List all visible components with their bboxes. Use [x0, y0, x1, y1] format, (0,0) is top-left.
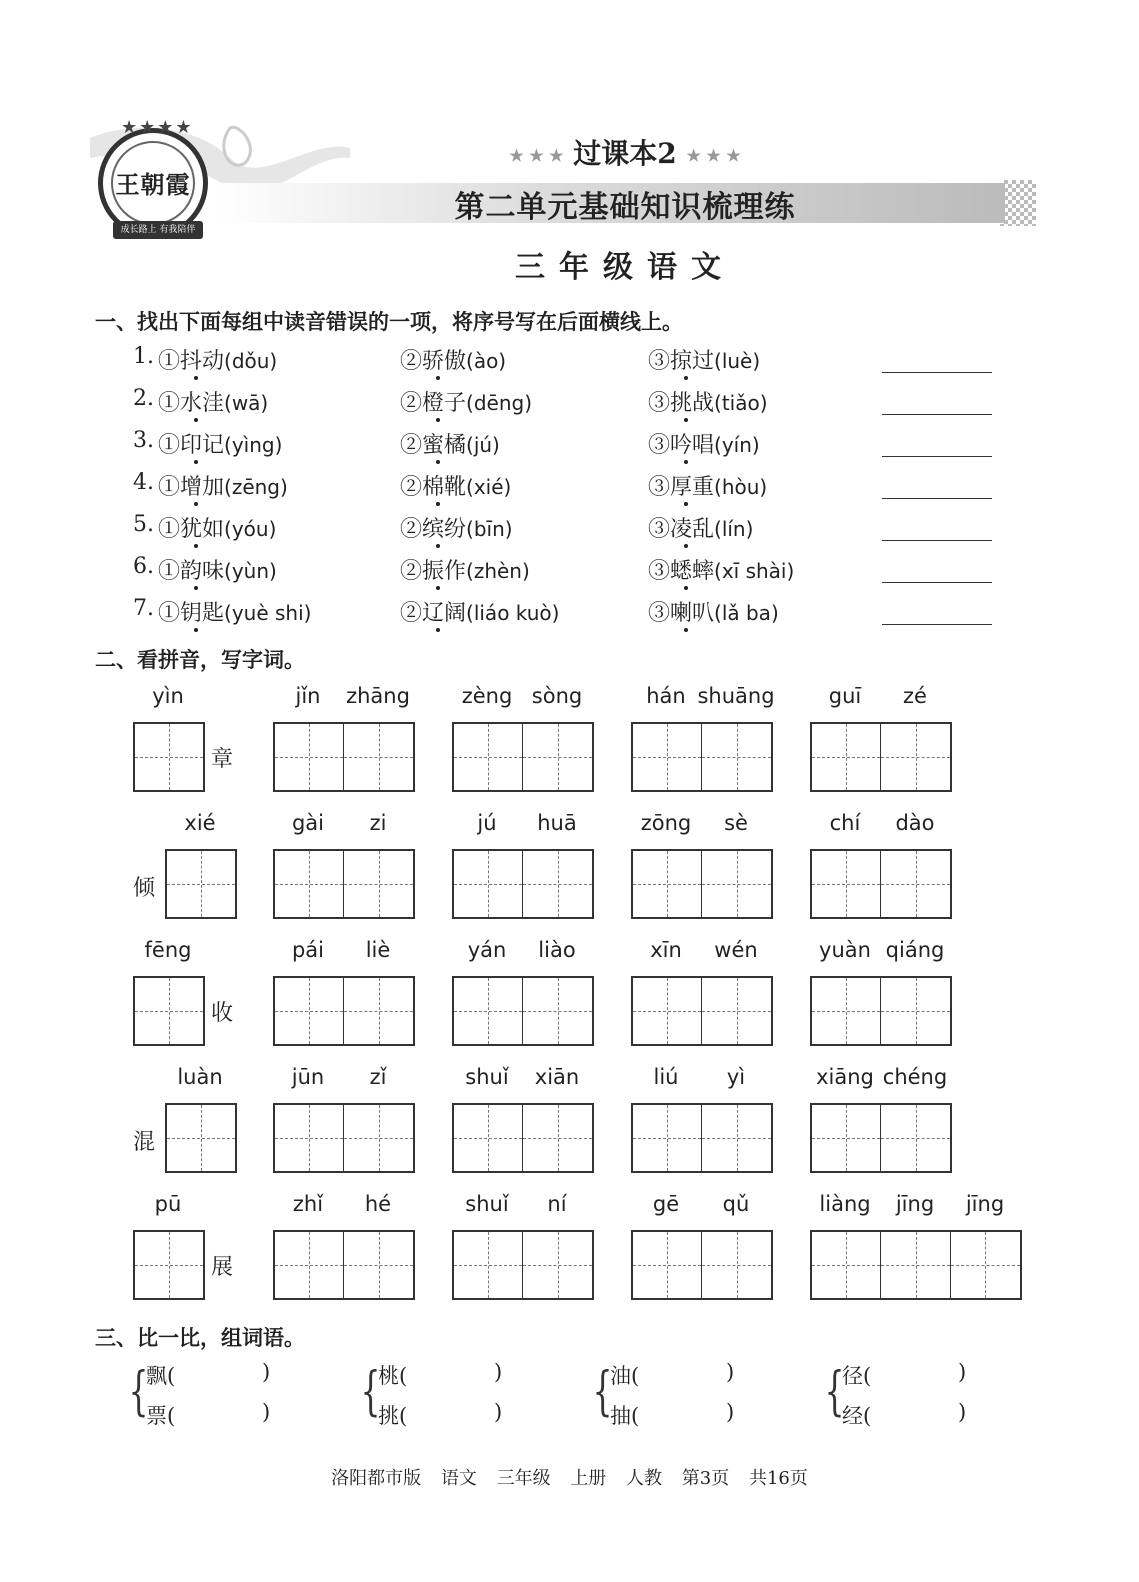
option-pinyin: (zēng) — [224, 475, 288, 499]
answer-field[interactable] — [192, 1360, 258, 1388]
writing-cell[interactable] — [951, 1232, 1020, 1298]
pinyin-label: qiáng — [885, 938, 945, 962]
writing-cell[interactable] — [454, 724, 523, 790]
writing-cell[interactable] — [812, 978, 881, 1044]
option-word: ②橙子 — [400, 391, 467, 416]
fixed-character: 章 — [211, 747, 234, 772]
writing-grid — [133, 722, 205, 792]
option-word: ①增加 — [158, 475, 225, 500]
writing-grid — [133, 976, 205, 1046]
writing-cell[interactable] — [454, 1232, 523, 1298]
writing-grid — [810, 1230, 1022, 1300]
option-pinyin: (jú) — [466, 433, 500, 457]
writing-grid — [810, 722, 952, 792]
option-pinyin: (dǒu) — [224, 349, 278, 373]
writing-cell[interactable] — [702, 978, 771, 1044]
writing-cell[interactable] — [881, 978, 950, 1044]
option-word: ③挑战 — [648, 391, 715, 416]
writing-grid — [273, 976, 415, 1046]
writing-cell[interactable] — [633, 1105, 702, 1171]
answer-field[interactable] — [192, 1400, 258, 1428]
close-paren: ) — [726, 1400, 735, 1424]
option-word: ②缤纷 — [400, 517, 467, 542]
answer-field[interactable] — [424, 1360, 490, 1388]
pinyin-label: sòng — [531, 684, 583, 708]
writing-cell[interactable] — [633, 978, 702, 1044]
pinyin-label: pái — [291, 938, 325, 962]
pinyin-label: xié — [184, 811, 216, 835]
option-word: ①犹如 — [158, 517, 225, 542]
option-a — [158, 596, 311, 626]
pinyin-label: liè — [365, 938, 391, 962]
section3-heading: 三、比一比，组词语。 — [95, 1326, 305, 1350]
option-word: ①印记 — [158, 433, 225, 458]
pinyin-label: shuǐ — [465, 1192, 509, 1216]
writing-cell[interactable] — [344, 1105, 413, 1171]
writing-cell[interactable] — [812, 1232, 881, 1298]
answer-field[interactable] — [656, 1400, 722, 1428]
pinyin-label: yìn — [152, 684, 184, 708]
option-pinyin: (liáo kuò) — [466, 601, 560, 625]
close-paren: ) — [262, 1360, 271, 1384]
section2-heading: 二、看拼音，写字词。 — [95, 648, 305, 672]
pinyin-label: zi — [369, 811, 387, 835]
option-word: ③厚重 — [648, 475, 715, 500]
writing-grid — [165, 849, 237, 919]
writing-cell[interactable] — [275, 724, 344, 790]
close-paren: ) — [958, 1400, 967, 1424]
option-c — [648, 386, 768, 416]
option-word: ③蟋蟀 — [648, 559, 715, 584]
writing-grid — [452, 849, 594, 919]
option-pinyin: (yùn) — [224, 559, 277, 583]
option-word: ③吟唱 — [648, 433, 715, 458]
page-subtitle: 三年级语文 — [515, 250, 735, 285]
option-pinyin: (luè) — [714, 349, 761, 373]
banner-checker-decoration — [1000, 180, 1036, 226]
pinyin-label: hán — [646, 684, 686, 708]
writing-grid — [631, 1230, 773, 1300]
pinyin-label: shuǐ — [465, 1065, 509, 1089]
option-word: ②骄傲 — [400, 349, 467, 374]
writing-cell[interactable] — [344, 978, 413, 1044]
writing-grid — [452, 1230, 594, 1300]
footer-total: 共16页 — [748, 1468, 808, 1489]
option-a — [158, 554, 277, 584]
option-pinyin: (hòu) — [714, 475, 768, 499]
writing-grid — [273, 1103, 415, 1173]
writing-grid — [273, 722, 415, 792]
option-word: ①抖动 — [158, 349, 225, 374]
compare-top: 径( — [842, 1364, 872, 1388]
option-pinyin: (yìng) — [224, 433, 283, 457]
writing-cell[interactable] — [633, 1232, 702, 1298]
writing-cell[interactable] — [812, 1105, 881, 1171]
writing-grid — [631, 849, 773, 919]
option-word: ③喇叭 — [648, 601, 715, 626]
compare-top: 桃( — [378, 1364, 408, 1388]
question-number: 6. — [133, 554, 154, 579]
question-number: 4. — [133, 470, 154, 495]
answer-blank[interactable] — [882, 556, 992, 583]
option-pinyin: (ào) — [466, 349, 507, 373]
answer-blank[interactable] — [882, 430, 992, 457]
pinyin-label: zèng — [461, 684, 513, 708]
option-word: ③掠过 — [648, 349, 715, 374]
option-b — [400, 554, 530, 584]
writing-cell[interactable] — [633, 851, 702, 917]
pinyin-label: zǐ — [369, 1065, 387, 1089]
pinyin-label: wén — [714, 938, 758, 962]
option-c — [648, 470, 767, 500]
emphasis-dot — [436, 418, 440, 422]
emphasis-dot — [684, 460, 688, 464]
writing-grid — [631, 722, 773, 792]
pinyin-label: sè — [724, 811, 748, 835]
writing-cell[interactable] — [135, 1232, 203, 1298]
pinyin-label: jūn — [291, 1065, 325, 1089]
emphasis-dot — [194, 586, 198, 590]
answer-blank[interactable] — [882, 388, 992, 415]
option-word: ①钥匙 — [158, 601, 225, 626]
pinyin-label: gē — [652, 1192, 680, 1216]
writing-cell[interactable] — [523, 978, 592, 1044]
writing-cell[interactable] — [135, 724, 203, 790]
pinyin-label: jīng — [895, 1192, 935, 1216]
option-word: ②棉靴 — [400, 475, 467, 500]
writing-grid — [273, 849, 415, 919]
pinyin-label: zhǐ — [292, 1192, 324, 1216]
series-label — [500, 132, 750, 172]
question-number: 5. — [133, 512, 154, 537]
writing-grid — [165, 1103, 237, 1173]
pinyin-label: qǔ — [722, 1192, 750, 1216]
fixed-character: 倾 — [133, 876, 156, 901]
pinyin-label: gài — [291, 811, 325, 835]
writing-cell[interactable] — [881, 851, 950, 917]
brace-icon: { — [592, 1362, 613, 1422]
writing-grid — [631, 1103, 773, 1173]
fixed-character: 收 — [211, 1001, 234, 1026]
brace-icon: { — [360, 1362, 381, 1422]
option-pinyin: (lǎ ba) — [714, 601, 779, 625]
writing-cell[interactable] — [881, 724, 950, 790]
pinyin-label: huā — [537, 811, 577, 835]
footer-grade: 三年级 — [496, 1468, 551, 1489]
option-pinyin: (xī shài) — [714, 559, 795, 583]
footer-volume: 上册 — [570, 1468, 607, 1489]
emphasis-dot — [436, 586, 440, 590]
pinyin-label: pū — [154, 1192, 182, 1216]
option-word: ①韵味 — [158, 559, 225, 584]
writing-grid — [810, 1103, 952, 1173]
option-c — [648, 512, 753, 542]
pinyin-label: liào — [538, 938, 576, 962]
answer-field[interactable] — [424, 1400, 490, 1428]
writing-cell[interactable] — [275, 1105, 344, 1171]
option-pinyin: (yóu) — [224, 517, 277, 541]
writing-cell[interactable] — [454, 851, 523, 917]
writing-cell[interactable] — [812, 724, 881, 790]
option-pinyin: (wā) — [224, 391, 269, 415]
pinyin-label: guī — [828, 684, 862, 708]
writing-cell[interactable] — [275, 851, 344, 917]
writing-cell[interactable] — [523, 724, 592, 790]
writing-cell[interactable] — [881, 1232, 950, 1298]
option-b — [400, 596, 559, 626]
answer-blank[interactable] — [882, 472, 992, 499]
pinyin-label: liú — [653, 1065, 679, 1089]
series-name: 过课本2 — [573, 137, 677, 170]
compare-bottom: 票( — [146, 1404, 176, 1428]
pinyin-label: zhāng — [346, 684, 410, 708]
emphasis-dot — [194, 628, 198, 632]
option-pinyin: (zhèn) — [466, 559, 530, 583]
option-c — [648, 596, 779, 626]
pinyin-label: fēng — [144, 938, 192, 962]
compare-top: 油( — [610, 1364, 640, 1388]
writing-grid — [810, 976, 952, 1046]
brand-name: 王朝霞 — [115, 170, 191, 199]
star-icon: ★ ★ ★ — [509, 146, 564, 165]
emphasis-dot — [194, 418, 198, 422]
footer-publisher: 人教 — [626, 1468, 663, 1489]
logo-stars-icon: ★★★★ — [121, 117, 194, 138]
emphasis-dot — [436, 460, 440, 464]
compare-bottom: 抽( — [610, 1404, 640, 1428]
writing-grid — [452, 1103, 594, 1173]
emphasis-dot — [194, 460, 198, 464]
option-a — [158, 344, 277, 374]
compare-bottom: 经( — [842, 1404, 872, 1428]
writing-cell[interactable] — [454, 978, 523, 1044]
writing-cell[interactable] — [344, 851, 413, 917]
emphasis-dot — [436, 502, 440, 506]
pinyin-label: dào — [895, 811, 935, 835]
pinyin-label: chéng — [882, 1065, 948, 1089]
pinyin-label: yuàn — [819, 938, 871, 962]
option-word: ①水洼 — [158, 391, 225, 416]
footer-page: 第3页 — [681, 1468, 730, 1489]
writing-cell[interactable] — [454, 1105, 523, 1171]
pinyin-label: luàn — [177, 1065, 223, 1089]
writing-grid — [810, 849, 952, 919]
emphasis-dot — [684, 502, 688, 506]
writing-cell[interactable] — [812, 851, 881, 917]
pinyin-label: zé — [903, 684, 927, 708]
close-paren: ) — [494, 1400, 503, 1424]
emphasis-dot — [436, 628, 440, 632]
writing-cell[interactable] — [702, 851, 771, 917]
pinyin-label: hé — [364, 1192, 392, 1216]
footer-subject: 语文 — [440, 1468, 477, 1489]
brace-icon: { — [128, 1362, 149, 1422]
close-paren: ) — [494, 1360, 503, 1384]
option-b — [400, 386, 532, 416]
emphasis-dot — [194, 544, 198, 548]
pinyin-label: jú — [477, 811, 497, 835]
option-word: ②振作 — [400, 559, 467, 584]
emphasis-dot — [436, 544, 440, 548]
pinyin-label: zōng — [640, 811, 692, 835]
pinyin-label: jǐn — [295, 684, 321, 708]
pinyin-label: xiāng — [816, 1065, 874, 1089]
pinyin-label: yì — [726, 1065, 746, 1089]
question-number: 7. — [133, 596, 154, 621]
emphasis-dot — [194, 376, 198, 380]
page-title: 第二单元基础知识梳理练 — [454, 190, 796, 225]
emphasis-dot — [684, 418, 688, 422]
option-pinyin: (yín) — [714, 433, 760, 457]
writing-cell[interactable] — [702, 1232, 771, 1298]
option-a — [158, 470, 288, 500]
emphasis-dot — [436, 376, 440, 380]
writing-grid — [452, 976, 594, 1046]
writing-grid — [631, 976, 773, 1046]
writing-cell[interactable] — [523, 1232, 592, 1298]
option-pinyin: (lín) — [714, 517, 754, 541]
option-pinyin: (tiǎo) — [714, 391, 768, 415]
answer-blank[interactable] — [882, 346, 992, 373]
option-b — [400, 344, 506, 374]
pinyin-label: liàng — [819, 1192, 871, 1216]
pinyin-label: xīn — [650, 938, 682, 962]
compare-top: 飘( — [146, 1364, 176, 1388]
emphasis-dot — [684, 586, 688, 590]
pinyin-label: jīng — [965, 1192, 1005, 1216]
option-word: ②辽阔 — [400, 601, 467, 626]
writing-cell[interactable] — [167, 1105, 235, 1171]
writing-grid — [133, 1230, 205, 1300]
fixed-character: 混 — [133, 1130, 156, 1155]
answer-field[interactable] — [888, 1360, 954, 1388]
close-paren: ) — [958, 1360, 967, 1384]
pinyin-label: ní — [547, 1192, 567, 1216]
answer-blank[interactable] — [882, 514, 992, 541]
writing-cell[interactable] — [702, 724, 771, 790]
page-footer — [0, 1464, 1139, 1490]
writing-grid — [273, 1230, 415, 1300]
option-b — [400, 512, 513, 542]
writing-cell[interactable] — [275, 1232, 344, 1298]
close-paren: ) — [726, 1360, 735, 1384]
option-word: ③凌乱 — [648, 517, 715, 542]
fixed-character: 展 — [211, 1255, 234, 1280]
option-c — [648, 344, 760, 374]
star-icon: ★ ★ ★ — [686, 146, 741, 165]
brace-icon: { — [824, 1362, 845, 1422]
option-pinyin: (dēng) — [466, 391, 532, 415]
pinyin-label: shuāng — [697, 684, 775, 708]
answer-field[interactable] — [656, 1360, 722, 1388]
close-paren: ) — [262, 1400, 271, 1424]
writing-cell[interactable] — [344, 1232, 413, 1298]
option-a — [158, 512, 276, 542]
writing-cell[interactable] — [523, 851, 592, 917]
writing-cell[interactable] — [344, 724, 413, 790]
option-c — [648, 428, 760, 458]
writing-cell[interactable] — [881, 1105, 950, 1171]
option-a — [158, 386, 268, 416]
writing-cell[interactable] — [167, 851, 235, 917]
writing-cell[interactable] — [633, 724, 702, 790]
writing-cell[interactable] — [275, 978, 344, 1044]
answer-blank[interactable] — [882, 598, 992, 625]
question-number: 1. — [133, 344, 154, 369]
compare-bottom: 挑( — [378, 1404, 408, 1428]
emphasis-dot — [684, 544, 688, 548]
answer-field[interactable] — [888, 1400, 954, 1428]
brand-logo — [98, 117, 208, 238]
emphasis-dot — [684, 376, 688, 380]
question-number: 3. — [133, 428, 154, 453]
option-c — [648, 554, 794, 584]
option-pinyin: (bīn) — [466, 517, 513, 541]
writing-cell[interactable] — [135, 978, 203, 1044]
option-b — [400, 470, 511, 500]
option-word: ②蜜橘 — [400, 433, 467, 458]
pinyin-label: xiān — [534, 1065, 580, 1089]
option-pinyin: (xié) — [466, 475, 512, 499]
pinyin-label: chí — [829, 811, 861, 835]
brand-slogan: 成长路上 有我陪伴 — [113, 221, 203, 239]
footer-edition: 洛阳都市版 — [331, 1468, 422, 1489]
writing-cell[interactable] — [702, 1105, 771, 1171]
emphasis-dot — [684, 628, 688, 632]
question-number: 2. — [133, 386, 154, 411]
option-b — [400, 428, 500, 458]
pinyin-label: yán — [467, 938, 507, 962]
section1-heading: 一、找出下面每组中读音错误的一项，将序号写在后面横线上。 — [95, 310, 683, 334]
emphasis-dot — [194, 502, 198, 506]
option-a — [158, 428, 282, 458]
writing-grid — [452, 722, 594, 792]
writing-cell[interactable] — [523, 1105, 592, 1171]
option-pinyin: (yuè shi) — [224, 601, 312, 625]
